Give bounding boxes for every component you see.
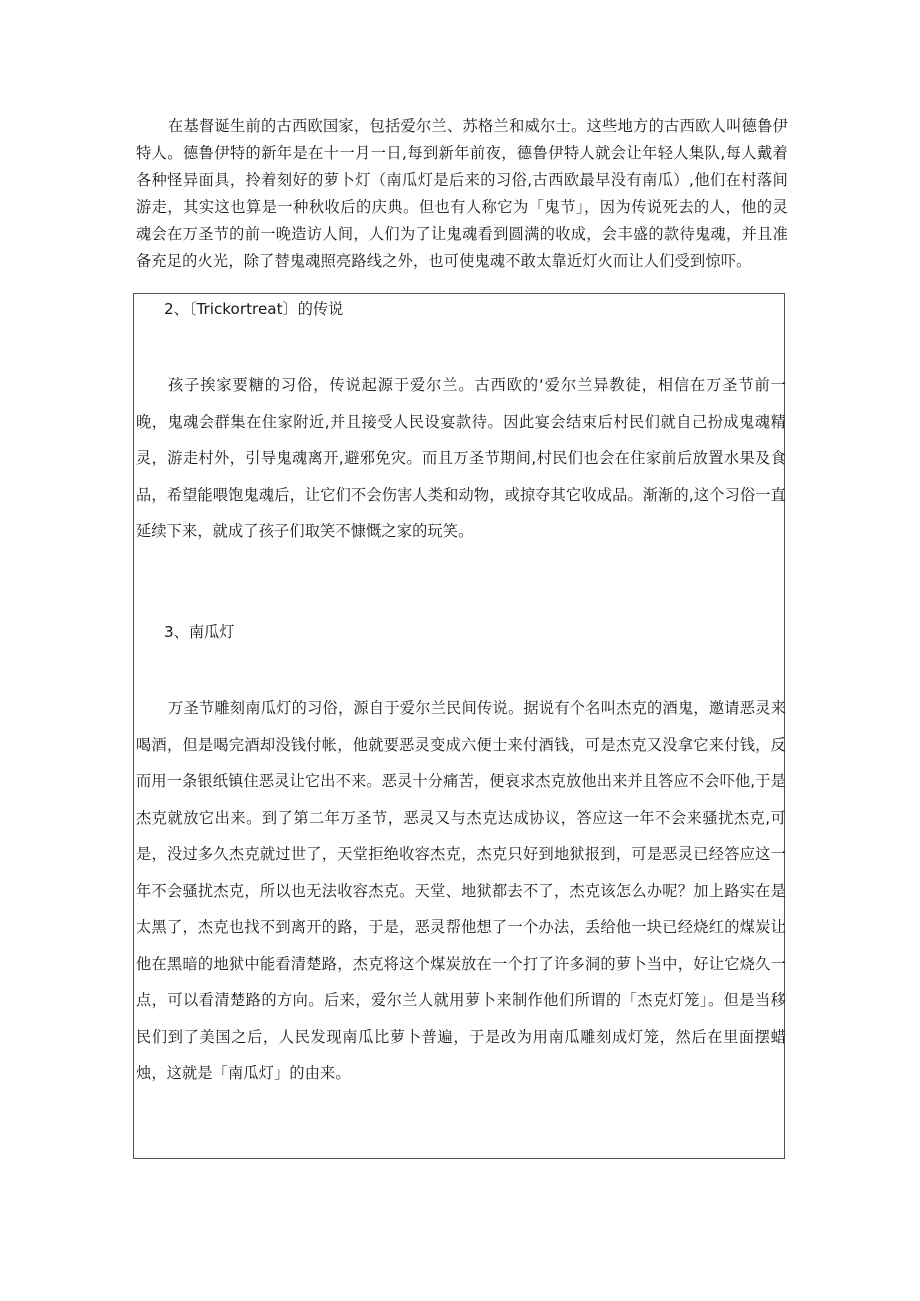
section-2-paragraph: 孩子挨家要糖的习俗，传说起源于爱尔兰。古西欧的‘爱尔兰异教徒，相信在万圣节前一晚，鬼魂会群集在住家附近,并且接受人民设宴款待。因此宴会结束后村民们就自己扮成鬼魂精灵，游走村外，引导鬼魂离开,避邪免灾。而且万圣节期间,村民们也会在住家前后放置水果及食品，希望能喂饱鬼魂后，让它们不会伤害人类和动物，或掠夺其它收成品。渐渐的,这个习俗一直延续下来，就成了孩子们取笑不慷慨之家的玩笑。 <box>136 376 786 540</box>
section-3-paragraph: 万圣节雕刻南瓜灯的习俗，源自于爱尔兰民间传说。据说有个名叫杰克的酒鬼，邀请恶灵来喝酒，但是喝完酒却没钱付帐，他就要恶灵变成六便士来付酒钱，可是杰克又没拿它来付钱，反而用一条银纸镇住恶灵让它出不来。恶灵十分痛苦，便哀求杰克放他出来并且答应不会吓他,于是杰克就放它出来。到了第二年万圣节，恶灵又与杰克达成协议，答应这一年不会来骚扰杰克,可是，没过多久杰克就过世了，天堂拒绝收容杰克，杰克只好到地狱报到，可是恶灵已经答应这一年不会骚扰杰克，所以也无法收容杰克。天堂、地狱都去不了，杰克该怎么办呢？加上路实在是太黑了，杰克也找不到离开的路，于是，恶灵帮他想了一个办法，丢给他一块已经烧红的煤炭让他在黑暗的地狱中能看清楚路，杰克将这个煤炭放在一个打了许多洞的萝卜当中，好让它烧久一点，可以看清楚路的方向。后来，爱尔兰人就用萝卜来制作他们所谓的「杰克灯笼」。但是当移民们到了美国之后，人民发现南瓜比萝卜普遍，于是改为用南瓜雕刻成灯笼，然后在里面摆蜡烛，这就是「南瓜灯」的由来。 <box>136 699 786 1082</box>
intro-paragraph: 在基督诞生前的古西欧国家，包括爱尔兰、苏格兰和威尔士。这些地方的古西欧人叫德鲁伊特人。德鲁伊特的新年是在十一月一日,每到新年前夜，德鲁伊特人就会让年轻人集队,每人戴着各种怪异面具，拎着刻好的萝卜灯（南瓜灯是后来的习俗,古西欧最早没有南瓜）,他们在村落间游走，其实这也算是一种秋收后的庆典。但也有人称它为「鬼节」，因为传说死去的人，他的灵魂会在万圣节的前一晚造访人间，人们为了让鬼魂看到圆满的收成，会丰盛的款待鬼魂，并且准备充足的火光，除了替鬼魂照亮路线之外，也可使鬼魂不敢太靠近灯火而让人们受到惊吓。 <box>136 117 788 270</box>
section-2-heading: 2、〔Trickortreat〕的传说 <box>164 300 344 318</box>
section-3-heading: 3、南瓜灯 <box>164 623 235 641</box>
